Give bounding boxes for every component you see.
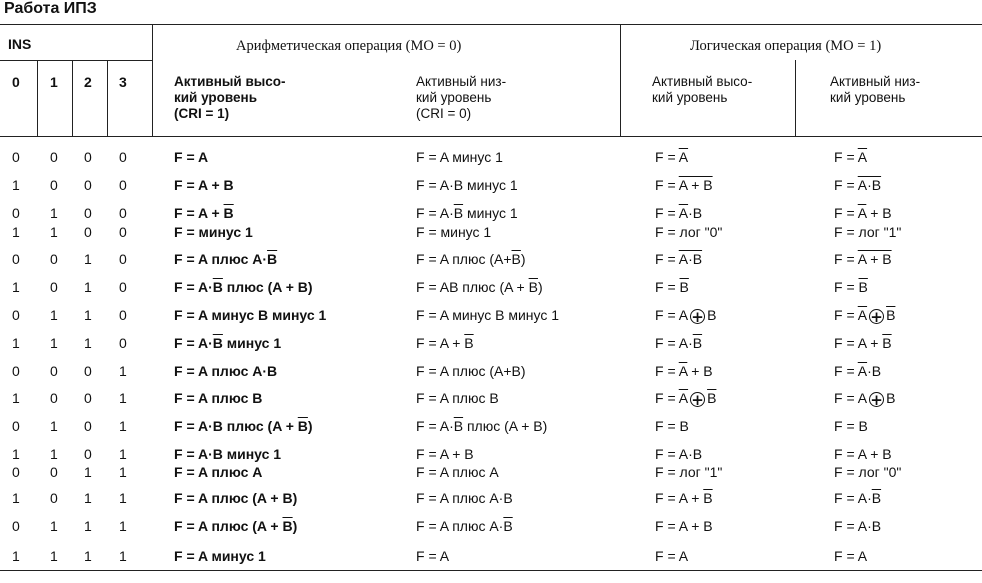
formula-text: F = A плюс (A+B) xyxy=(416,363,526,379)
ins-bit-cell: 1 xyxy=(50,518,58,534)
ins-bit-cell: 0 xyxy=(12,418,20,434)
formula-text: ) xyxy=(307,418,313,434)
table-bottom-border xyxy=(0,570,982,571)
subheader-line: кий уровень xyxy=(652,90,728,105)
formula-text: F = A плюс A·B xyxy=(416,490,513,506)
formula-cell xyxy=(834,446,892,462)
overlined-term: $\overline{B}$ xyxy=(223,205,234,221)
formula-cell xyxy=(416,279,543,295)
ins-bit-cell: 0 xyxy=(119,149,127,165)
table-top-border xyxy=(0,24,982,25)
overlined-term: $\overline{B}$ xyxy=(464,335,474,351)
formula-cell xyxy=(655,464,722,480)
ins-bit-cell: 1 xyxy=(84,307,92,323)
formula-text: плюс (A + B) xyxy=(463,418,548,434)
ins-bit-cell: 0 xyxy=(12,518,20,534)
formula-text: F = A плюс (A + xyxy=(174,518,283,534)
formula-text: F = xyxy=(655,390,679,406)
ins-bit-cell: 1 xyxy=(50,224,58,240)
subheader-arith-low xyxy=(416,74,506,122)
formula-text: F = A + xyxy=(834,335,883,351)
formula-text: F = A·B минус 1 xyxy=(416,177,518,193)
formula-text: F = минус 1 xyxy=(174,224,253,240)
formula-text: F = A + xyxy=(416,335,465,351)
subheader-logic-low xyxy=(830,74,920,106)
ins-bit-cell: 1 xyxy=(12,548,20,564)
ins-bit-cell: 1 xyxy=(84,490,92,506)
overlined-term: $\overline{B}$ xyxy=(453,205,464,221)
formula-text: F = B xyxy=(655,418,689,434)
ins-bit-cell: 0 xyxy=(84,446,92,462)
formula-cell xyxy=(174,363,277,379)
formula-cell xyxy=(655,490,713,506)
formula-text: F = A xyxy=(834,548,868,564)
ins-bit-cell: 1 xyxy=(119,518,127,534)
overlined-term: A·B xyxy=(678,251,703,267)
formula-cell xyxy=(834,548,867,564)
formula-text: F = xyxy=(834,149,858,165)
formula-cell xyxy=(416,251,526,267)
ins-bit-cell: 0 xyxy=(50,177,58,193)
ins-bit-cell: 1 xyxy=(84,335,92,351)
formula-cell xyxy=(655,307,716,324)
overlined-term: A + B xyxy=(857,307,896,326)
formula-text: F = A + B xyxy=(416,446,474,462)
formula-text: F = xyxy=(834,177,858,193)
subheader-line: Активный высо- xyxy=(652,74,753,89)
formula-cell xyxy=(416,518,513,534)
ins-bit-cell: 1 xyxy=(50,418,58,434)
formula-cell xyxy=(834,464,901,480)
formula-cell xyxy=(416,390,499,406)
formula-cell xyxy=(655,518,713,534)
subheader-line: кий уровень xyxy=(830,90,906,105)
formula-cell xyxy=(834,418,868,434)
ins-bit-cell: 1 xyxy=(50,307,58,323)
ins-bit-cell: 0 xyxy=(12,464,20,480)
overlined-term: A + B xyxy=(857,251,892,267)
formula-cell xyxy=(174,446,281,462)
formula-text: F = A + B xyxy=(655,518,713,534)
formula-text: F = A плюс (A+ xyxy=(416,251,512,267)
overlined-term: A + B xyxy=(678,177,713,193)
formula-cell xyxy=(834,490,881,506)
subheader-line: Активный высо- xyxy=(174,74,286,89)
overlined-term: $\overline{A}$ xyxy=(857,205,867,221)
ins-bit-cell: 0 xyxy=(50,149,58,165)
ins-bit-cell: 1 xyxy=(12,446,20,462)
formula-text: F = A + B xyxy=(174,177,234,193)
ins-bit-cell: 0 xyxy=(50,279,58,295)
ins-bit-cell: 1 xyxy=(119,464,127,480)
formula-text: F = A xyxy=(834,390,868,406)
formula-cell xyxy=(655,224,722,240)
formula-text: F = xyxy=(834,205,858,221)
overlined-term: $\overline{A}$ xyxy=(857,149,868,165)
formula-cell xyxy=(655,548,688,564)
ins-bit-cell: 1 xyxy=(119,548,127,564)
ins-bit-cell: 1 xyxy=(119,490,127,506)
formula-text: F = xyxy=(655,251,679,267)
ins-bit-cell: 0 xyxy=(12,251,20,267)
ins-bit-cell: 0 xyxy=(12,307,20,323)
formula-text: F = AB плюс (A + xyxy=(416,279,529,295)
subheader-line: кий уровень xyxy=(174,90,258,105)
formula-cell xyxy=(174,224,253,240)
formula-cell xyxy=(416,446,474,462)
formula-cell xyxy=(174,307,326,323)
formula-text: F = xyxy=(655,149,679,165)
formula-text: B xyxy=(886,390,896,406)
formula-text: F = A плюс B xyxy=(174,390,263,406)
ins-bit-cell: 1 xyxy=(50,335,58,351)
col-divider xyxy=(37,60,38,136)
formula-text: F = A + xyxy=(174,205,224,221)
formula-cell xyxy=(416,548,449,564)
formula-cell xyxy=(416,490,513,506)
overlined-term: $\overline{B}$ xyxy=(297,418,308,434)
ins-bit-cell: 1 xyxy=(84,548,92,564)
ins-bit-cell: 1 xyxy=(50,446,58,462)
overlined-term: $\overline{B}$ xyxy=(882,335,892,351)
ins-col-header: 2 xyxy=(84,74,92,90)
ins-bit-cell: 0 xyxy=(84,205,92,221)
formula-text: ) xyxy=(537,279,543,295)
formula-text: F = xyxy=(834,307,858,323)
ins-bit-cell: 1 xyxy=(84,464,92,480)
formula-cell xyxy=(655,251,702,267)
formula-text: F = xyxy=(655,205,679,221)
formula-cell xyxy=(655,390,716,407)
formula-cell xyxy=(834,363,881,379)
ins-bit-cell: 0 xyxy=(50,490,58,506)
formula-text: F = A + B xyxy=(834,446,892,462)
formula-text: F = A· xyxy=(416,418,454,434)
overlined-term: $\overline{B}$ xyxy=(871,490,882,506)
ins-bit-cell: 0 xyxy=(84,224,92,240)
formula-cell xyxy=(834,335,892,351)
ins-bit-cell: 1 xyxy=(84,518,92,534)
ins-bit-cell: 0 xyxy=(119,251,127,267)
formula-cell xyxy=(416,224,491,240)
formula-text: F = xyxy=(834,363,858,379)
subheader-line: (CRI = 1) xyxy=(174,106,230,121)
ins-bit-cell: 0 xyxy=(84,177,92,193)
ins-bit-cell: 1 xyxy=(119,363,127,379)
ins-bit-cell: 0 xyxy=(119,224,127,240)
formula-text: ·B xyxy=(688,205,703,221)
formula-cell xyxy=(174,390,262,406)
ins-header: INS xyxy=(8,36,32,52)
ins-bit-cell: 0 xyxy=(119,177,127,193)
ins-bit-cell: 0 xyxy=(50,390,58,406)
ins-bit-cell: 1 xyxy=(119,446,127,462)
overlined-term: $\overline{B}$ xyxy=(679,279,689,295)
subheader-line: Активный низ- xyxy=(830,74,921,89)
ins-bit-cell: 0 xyxy=(119,205,127,221)
ins-bit-cell: 0 xyxy=(50,464,58,480)
formula-text: F = B xyxy=(834,418,868,434)
formula-text: F = A плюс A· xyxy=(174,251,268,267)
formula-text: F = A плюс (A + B) xyxy=(174,490,298,506)
subheader-line: кий уровень xyxy=(416,90,492,105)
formula-text: + B xyxy=(687,363,713,379)
formula-text: F = A + xyxy=(655,490,704,506)
formula-text: F = A xyxy=(655,307,689,323)
formula-text: ·B xyxy=(867,363,882,379)
ins-bit-cell: 0 xyxy=(84,390,92,406)
col-divider xyxy=(795,60,796,136)
overlined-term: $\overline{A}$ xyxy=(678,149,689,165)
overlined-term: $\overline{B}$ xyxy=(528,279,538,295)
formula-cell xyxy=(655,446,702,462)
subheader-line: Активный низ- xyxy=(416,74,507,89)
formula-text: F = A плюс B xyxy=(416,390,499,406)
ins-bit-cell: 0 xyxy=(50,363,58,379)
formula-cell xyxy=(834,205,892,221)
formula-text: F = xyxy=(834,279,859,295)
col-divider xyxy=(152,24,153,136)
formula-cell xyxy=(416,149,503,165)
formula-cell xyxy=(174,177,234,193)
formula-text: F = A·B xyxy=(834,518,882,534)
overlined-term: $\overline{B}$ xyxy=(503,518,513,534)
formula-cell xyxy=(834,177,881,193)
formula-text: F = A xyxy=(655,548,689,564)
formula-cell xyxy=(416,464,499,480)
overlined-term: $\overline{B}$ xyxy=(453,418,464,434)
formula-text: минус 1 xyxy=(222,335,282,351)
formula-text: F = xyxy=(834,251,858,267)
formula-cell xyxy=(174,149,208,165)
page-title: Работа ИПЗ xyxy=(4,0,97,17)
ins-bit-cell: 1 xyxy=(50,548,58,564)
formula-cell xyxy=(834,307,895,324)
col-divider xyxy=(72,60,73,136)
formula-cell xyxy=(834,390,895,407)
formula-cell xyxy=(174,548,266,564)
overlined-term: $\overline{B}$ xyxy=(282,518,293,534)
formula-cell xyxy=(416,307,559,323)
ins-bit-cell: 1 xyxy=(84,251,92,267)
formula-text: ) xyxy=(520,251,526,267)
ins-col-header: 1 xyxy=(50,74,58,90)
formula-text: F = A·B минус 1 xyxy=(174,446,282,462)
ins-bit-cell: 0 xyxy=(84,363,92,379)
formula-text: F = A плюс A· xyxy=(416,518,504,534)
formula-cell xyxy=(174,205,234,221)
ins-bit-cell: 0 xyxy=(84,418,92,434)
formula-text: F = A плюс A xyxy=(416,464,499,480)
formula-cell xyxy=(655,335,702,351)
ins-bit-cell: 1 xyxy=(12,224,20,240)
formula-cell xyxy=(834,149,867,165)
overlined-term: A·B xyxy=(857,177,882,193)
ins-bit-cell: 1 xyxy=(119,418,127,434)
logic-header: Логическая операция (МО = 1) xyxy=(690,38,882,54)
overlined-term: $\overline{A}$ xyxy=(678,205,689,221)
xor-icon: + xyxy=(691,308,704,326)
overlined-term: $\overline{B}$ xyxy=(267,251,278,267)
formula-text: F = лог "1" xyxy=(655,464,723,480)
overlined-term: $\overline{B}$ xyxy=(858,279,868,295)
formula-text: F = A·B xyxy=(655,446,703,462)
ins-bit-cell: 0 xyxy=(84,149,92,165)
formula-cell xyxy=(655,279,689,295)
formula-text: B xyxy=(707,307,717,323)
xor-icon: + xyxy=(691,391,704,409)
formula-text: F = A· xyxy=(834,490,872,506)
formula-text: F = A xyxy=(416,548,450,564)
formula-cell xyxy=(655,205,702,221)
ins-bit-cell: 0 xyxy=(119,279,127,295)
formula-cell xyxy=(834,251,892,267)
formula-text: F = A плюс A xyxy=(174,464,263,480)
ins-divider xyxy=(0,60,152,61)
formula-cell xyxy=(655,149,688,165)
header-bottom-border xyxy=(0,136,982,137)
subheader-logic-high xyxy=(652,74,752,106)
formula-text: F = A·B плюс (A + xyxy=(174,418,298,434)
ins-bit-cell: 1 xyxy=(12,335,20,351)
formula-text: F = A минус 1 xyxy=(416,149,503,165)
ins-bit-cell: 1 xyxy=(12,279,20,295)
overlined-term: $\overline{A}$ xyxy=(857,363,868,379)
formula-cell xyxy=(174,335,281,351)
ins-bit-cell: 1 xyxy=(119,390,127,406)
formula-text: плюс (A + B) xyxy=(222,279,313,295)
formula-text: F = A· xyxy=(416,205,454,221)
overlined-term: $\overline{A}$ xyxy=(678,363,688,379)
ins-bit-cell: 0 xyxy=(12,363,20,379)
formula-cell xyxy=(655,418,689,434)
overlined-term: $\overline{B}$ xyxy=(692,335,703,351)
formula-cell xyxy=(174,279,313,295)
formula-cell xyxy=(174,418,313,434)
formula-cell xyxy=(655,177,713,193)
formula-cell xyxy=(834,518,881,534)
overlined-term: $\overline{B}$ xyxy=(212,335,223,351)
subheader-line: (CRI = 0) xyxy=(416,106,472,121)
formula-text: F = A· xyxy=(174,335,213,351)
ins-col-header: 0 xyxy=(12,74,20,90)
formula-cell xyxy=(655,363,713,379)
ins-bit-cell: 0 xyxy=(12,149,20,165)
formula-text: F = A минус 1 xyxy=(174,548,266,564)
formula-text: F = A минус B минус 1 xyxy=(416,307,560,323)
formula-cell xyxy=(174,251,277,267)
formula-cell xyxy=(174,464,262,480)
formula-text: минус 1 xyxy=(463,205,518,221)
ins-bit-cell: 0 xyxy=(50,251,58,267)
overlined-term: A + B xyxy=(678,390,717,409)
ins-bit-cell: 1 xyxy=(12,490,20,506)
formula-cell xyxy=(174,518,297,534)
formula-text: F = лог "0" xyxy=(655,224,723,240)
formula-text: F = A· xyxy=(174,279,213,295)
formula-cell xyxy=(834,279,868,295)
formula-text: ) xyxy=(292,518,298,534)
formula-text: F = xyxy=(655,279,680,295)
formula-cell xyxy=(416,418,547,434)
formula-text: F = минус 1 xyxy=(416,224,492,240)
col-divider xyxy=(620,24,621,136)
xor-icon: + xyxy=(870,308,883,326)
overlined-term: $\overline{B}$ xyxy=(212,279,223,295)
formula-text: F = A xyxy=(174,149,209,165)
ins-bit-cell: 1 xyxy=(84,279,92,295)
overlined-term: $\overline{B}$ xyxy=(511,251,521,267)
formula-cell xyxy=(416,205,518,221)
formula-cell xyxy=(416,363,526,379)
formula-text: F = лог "0" xyxy=(834,464,902,480)
ins-bit-cell: 0 xyxy=(119,307,127,323)
formula-text: F = xyxy=(655,363,679,379)
ins-bit-cell: 0 xyxy=(12,205,20,221)
arith-header: Арифметическая операция (МО = 0) xyxy=(236,38,462,54)
formula-text: F = xyxy=(655,177,679,193)
formula-text: + B xyxy=(866,205,892,221)
formula-cell xyxy=(416,177,518,193)
ins-col-header: 3 xyxy=(119,74,127,90)
xor-icon: + xyxy=(870,391,883,409)
ins-bit-cell: 1 xyxy=(50,205,58,221)
formula-text: F = лог "1" xyxy=(834,224,902,240)
subheader-arith-high xyxy=(174,74,286,122)
overlined-term: $\overline{B}$ xyxy=(703,490,713,506)
ins-bit-cell: 1 xyxy=(12,177,20,193)
ins-bit-cell: 1 xyxy=(12,390,20,406)
formula-cell xyxy=(174,490,297,506)
ins-bit-cell: 0 xyxy=(119,335,127,351)
formula-cell xyxy=(834,224,901,240)
formula-text: F = A минус B минус 1 xyxy=(174,307,327,323)
formula-cell xyxy=(416,335,474,351)
formula-text: F = A плюс A·B xyxy=(174,363,278,379)
col-divider xyxy=(107,60,108,136)
formula-text: F = A· xyxy=(655,335,693,351)
